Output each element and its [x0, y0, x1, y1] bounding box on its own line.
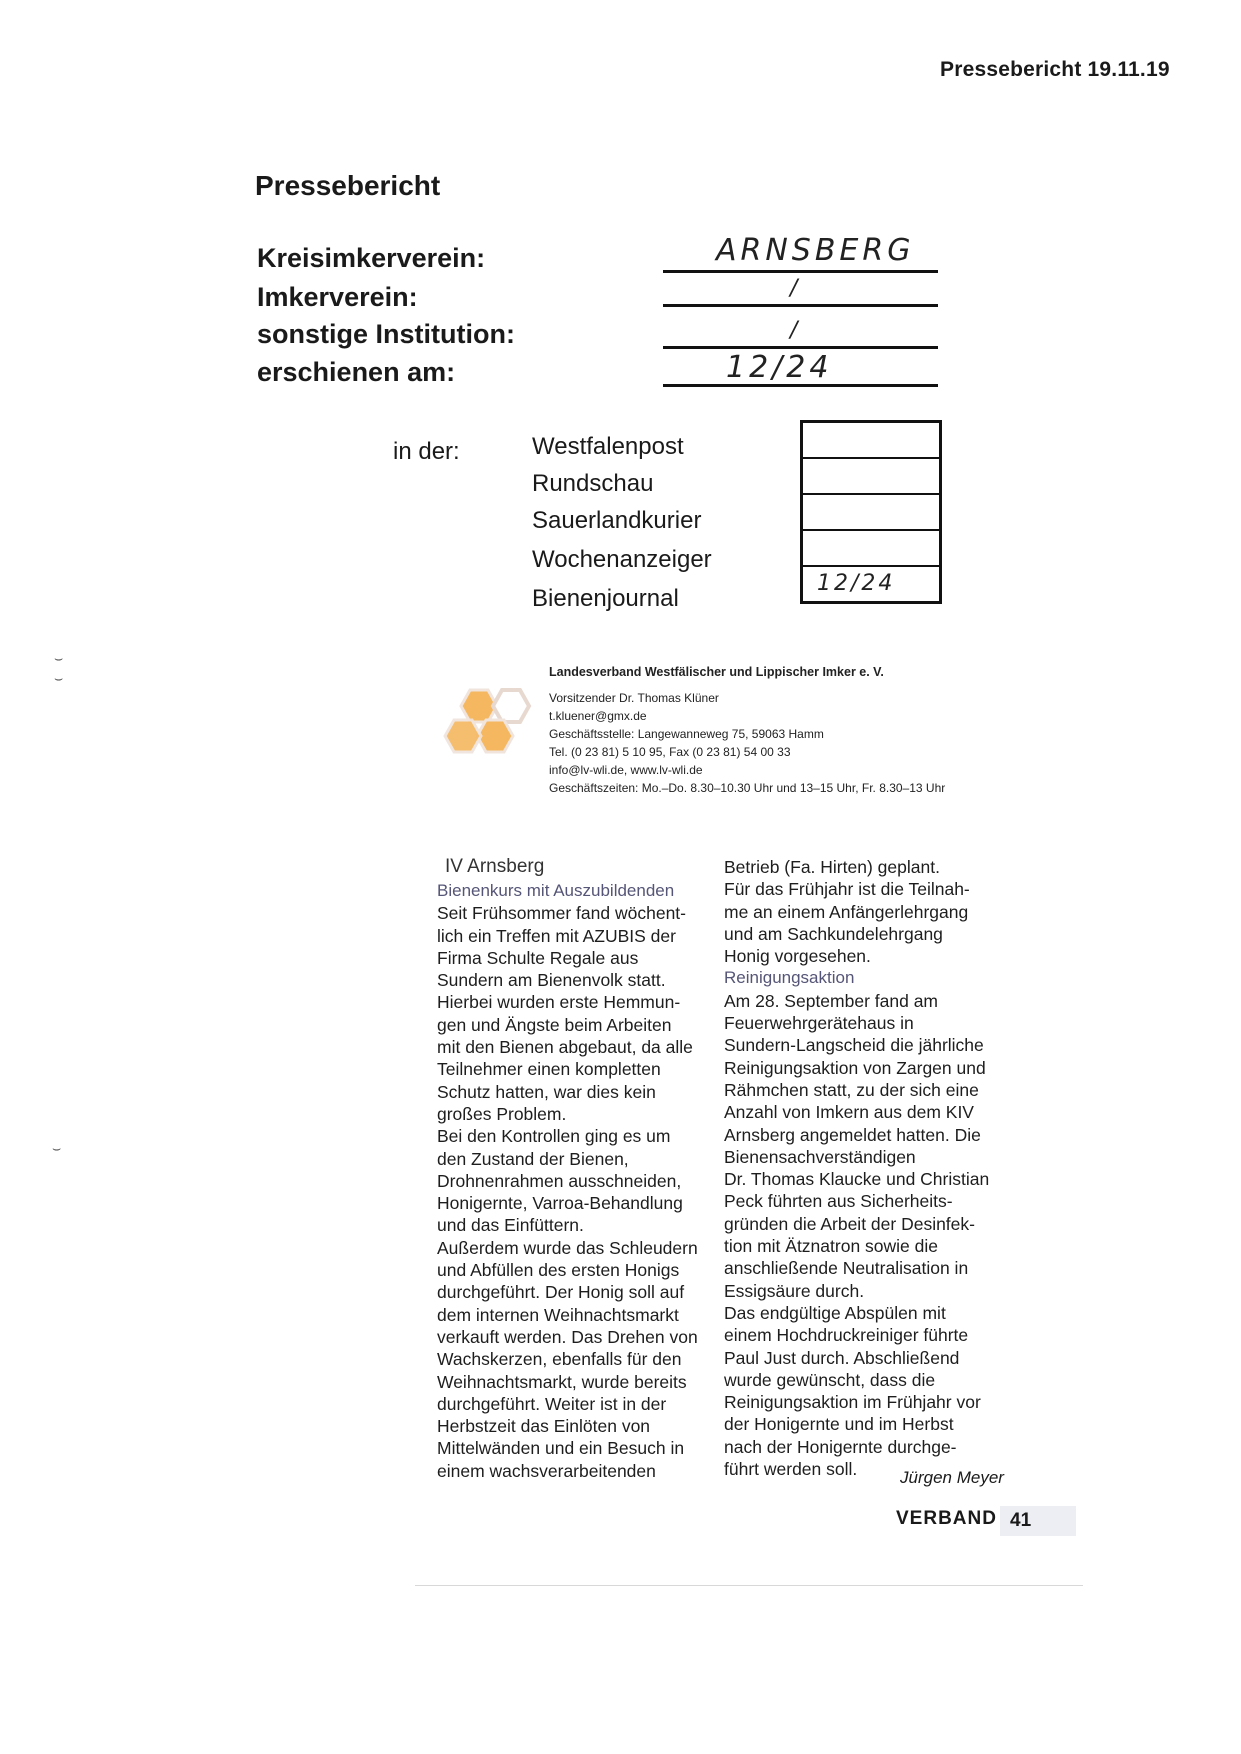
- article-line: durchgeführt. Der Honig soll auf: [437, 1282, 685, 1303]
- handwritten-erschienen-am: 12/24: [726, 350, 833, 385]
- handwritten-imkerverein: /: [790, 276, 802, 301]
- checkbox-sauerlandkurier: [803, 495, 939, 531]
- association-name: Landesverband Westfälischer und Lippischer Imker e. V.: [549, 665, 884, 679]
- article-line: Firma Schulte Regale aus: [437, 947, 639, 968]
- publication-westfalenpost: Westfalenpost: [532, 433, 684, 460]
- field-label-sonstige-institution: sonstige Institution:: [257, 319, 515, 349]
- checkbox-bienenjournal: [803, 567, 939, 601]
- handwritten-sonstige-institution: /: [790, 318, 802, 343]
- association-chair: Vorsitzender Dr. Thomas Klüner: [549, 691, 719, 705]
- article-line: anschließende Neutralisation in: [724, 1258, 969, 1279]
- field-label-kreisimkerverein: Kreisimkerverein:: [257, 243, 486, 273]
- scan-mark: ⌣: [54, 650, 64, 666]
- article-line: nach der Honigernte durchge-: [724, 1436, 957, 1457]
- publication-sauerlandkurier: Sauerlandkurier: [532, 507, 702, 534]
- handwritten-bienenjournal: 12/24: [817, 571, 896, 596]
- article-line: Peck führten aus Sicherheits-: [724, 1191, 953, 1212]
- association-web: info@lv-wli.de, www.lv-wli.de: [549, 763, 703, 777]
- article-line: Paul Just durch. Abschließend: [724, 1347, 960, 1368]
- article-column-2: [724, 856, 1014, 1480]
- field-line-sonstige-institution: [663, 346, 938, 349]
- article-line: mit den Bienen abgebaut, da alle: [437, 1037, 693, 1058]
- article-line: Essigsäure durch.: [724, 1280, 865, 1301]
- publication-checkbox-grid: [800, 420, 942, 604]
- article-line: gründen die Arbeit der Desinfek-: [724, 1213, 975, 1234]
- article-line: Schutz hatten, war dies kein: [437, 1081, 656, 1102]
- field-line-imkerverein: [663, 304, 938, 307]
- form-title: Pressebericht: [255, 170, 441, 201]
- article-line: Wachskerzen, ebenfalls für den: [437, 1349, 682, 1370]
- article-line: gen und Ängste beim Arbeiten: [437, 1014, 672, 1035]
- article-line: führt werden soll.: [724, 1459, 858, 1480]
- article-signature: Jürgen Meyer: [900, 1468, 1004, 1487]
- article-line: dem internen Weihnachtsmarkt: [437, 1304, 679, 1325]
- article-line: tion mit Ätznatron sowie die: [724, 1236, 938, 1257]
- article-line: der Honigernte und im Herbst: [724, 1414, 954, 1435]
- article-line: verkauft werden. Das Drehen von: [437, 1326, 698, 1347]
- article-line: Bienensachverständigen: [724, 1146, 916, 1167]
- article-line: Bei den Kontrollen ging es um: [437, 1126, 671, 1147]
- article-line: Teilnehmer einen kompletten: [437, 1059, 661, 1080]
- article-line: Außerdem wurde das Schleudern: [437, 1237, 698, 1258]
- in-der-label: in der:: [393, 438, 460, 465]
- article-line: Mittelwänden und ein Besuch in: [437, 1438, 685, 1459]
- article-line: Hierbei wurden erste Hemmun-: [437, 992, 681, 1013]
- article-line: und am Sachkundelehrgang: [724, 923, 943, 944]
- honeycomb-logo-icon: [440, 684, 540, 784]
- article-line: Herbstzeit das Einlöten von: [437, 1416, 651, 1437]
- article-line: und das Einfüttern.: [437, 1215, 584, 1236]
- field-line-kreisimkerverein: [663, 270, 938, 273]
- article-line: Das endgültige Abspülen mit: [724, 1302, 946, 1323]
- article-line: Honigernte, Varroa-Behandlung: [437, 1193, 683, 1214]
- association-info: [549, 663, 945, 797]
- publication-rundschau: Rundschau: [532, 470, 654, 497]
- publication-wochenanzeiger: Wochenanzeiger: [532, 546, 712, 573]
- association-hours: Geschäftszeiten: Mo.–Do. 8.30–10.30 Uhr und 13–15 Uhr, Fr. 8.30–13 Uhr: [549, 781, 946, 795]
- article-line: me an einem Anfängerlehrgang: [724, 901, 969, 922]
- association-email: t.kluener@gmx.de: [549, 709, 647, 723]
- footer-section-label: VERBAND: [896, 1508, 997, 1529]
- article-line: Am 28. September fand am: [724, 990, 938, 1011]
- article-line: Weihnachtsmarkt, wurde bereits: [437, 1371, 687, 1392]
- article-line: Reinigungsaktion im Frühjahr vor: [724, 1392, 981, 1413]
- article-column-1: [437, 880, 707, 1482]
- checkbox-wochenanzeiger: [803, 531, 939, 567]
- article-line: Anzahl von Imkern aus dem KIV: [724, 1102, 974, 1123]
- article-line: Feuerwehrgerätehaus in: [724, 1013, 914, 1034]
- publication-bienenjournal: Bienenjournal: [532, 585, 679, 612]
- handwritten-kreisimkerverein: ARNSBERG: [716, 233, 915, 268]
- article-line: einem Hochdruckreiniger führte: [724, 1325, 969, 1346]
- article-line: wurde gewünscht, dass die: [724, 1369, 936, 1390]
- article-line: Für das Frühjahr ist die Teilnah-: [724, 879, 970, 900]
- checkbox-rundschau: [803, 459, 939, 495]
- article-section-title: Bienenkurs mit Auszubildenden: [437, 881, 675, 900]
- bottom-divider: [415, 1585, 1083, 1586]
- header-report-date: Pressebericht 19.11.19: [940, 58, 1170, 81]
- article-line: Sundern-Langscheid die jährliche: [724, 1035, 984, 1056]
- article-line: Reinigungsaktion von Zargen und: [724, 1057, 986, 1078]
- scan-mark: ⌣: [52, 1140, 62, 1156]
- field-label-erschienen-am: erschienen am:: [257, 357, 456, 387]
- footer-page-number: 41: [1000, 1506, 1076, 1536]
- field-label-imkerverein: Imkerverein:: [257, 282, 418, 312]
- article-line: Honig vorgesehen.: [724, 946, 871, 967]
- scan-mark: ⌣: [54, 670, 64, 686]
- association-phone: Tel. (0 23 81) 5 10 95, Fax (0 23 81) 54 00 33: [549, 745, 791, 759]
- article-line: Dr. Thomas Klaucke und Christian: [724, 1169, 990, 1190]
- article-line: Betrieb (Fa. Hirten) geplant.: [724, 857, 940, 877]
- association-office: Geschäftsstelle: Langewanneweg 75, 59063 Hamm: [549, 727, 824, 741]
- article-line: Sundern am Bienenvolk statt.: [437, 970, 666, 991]
- article-line: Seit Frühsommer fand wöchent-: [437, 903, 686, 924]
- article-line: Drohnenrahmen ausschneiden,: [437, 1170, 682, 1191]
- article-section-title: Reinigungsaktion: [724, 968, 855, 988]
- article-line: großes Problem.: [437, 1103, 567, 1124]
- article-line: den Zustand der Bienen,: [437, 1148, 629, 1169]
- article-line: lich ein Treffen mit AZUBIS der: [437, 925, 676, 946]
- article-line: durchgeführt. Weiter ist in der: [437, 1393, 667, 1414]
- article-line: und Abfüllen des ersten Honigs: [437, 1260, 680, 1281]
- checkbox-westfalenpost: [803, 423, 939, 459]
- article-line: einem wachsverarbeitenden: [437, 1460, 656, 1481]
- article-line: Rähmchen statt, zu der sich eine: [724, 1079, 979, 1100]
- article-line: Arnsberg angemeldet hatten. Die: [724, 1124, 981, 1145]
- article-heading: IV Arnsberg: [445, 856, 545, 877]
